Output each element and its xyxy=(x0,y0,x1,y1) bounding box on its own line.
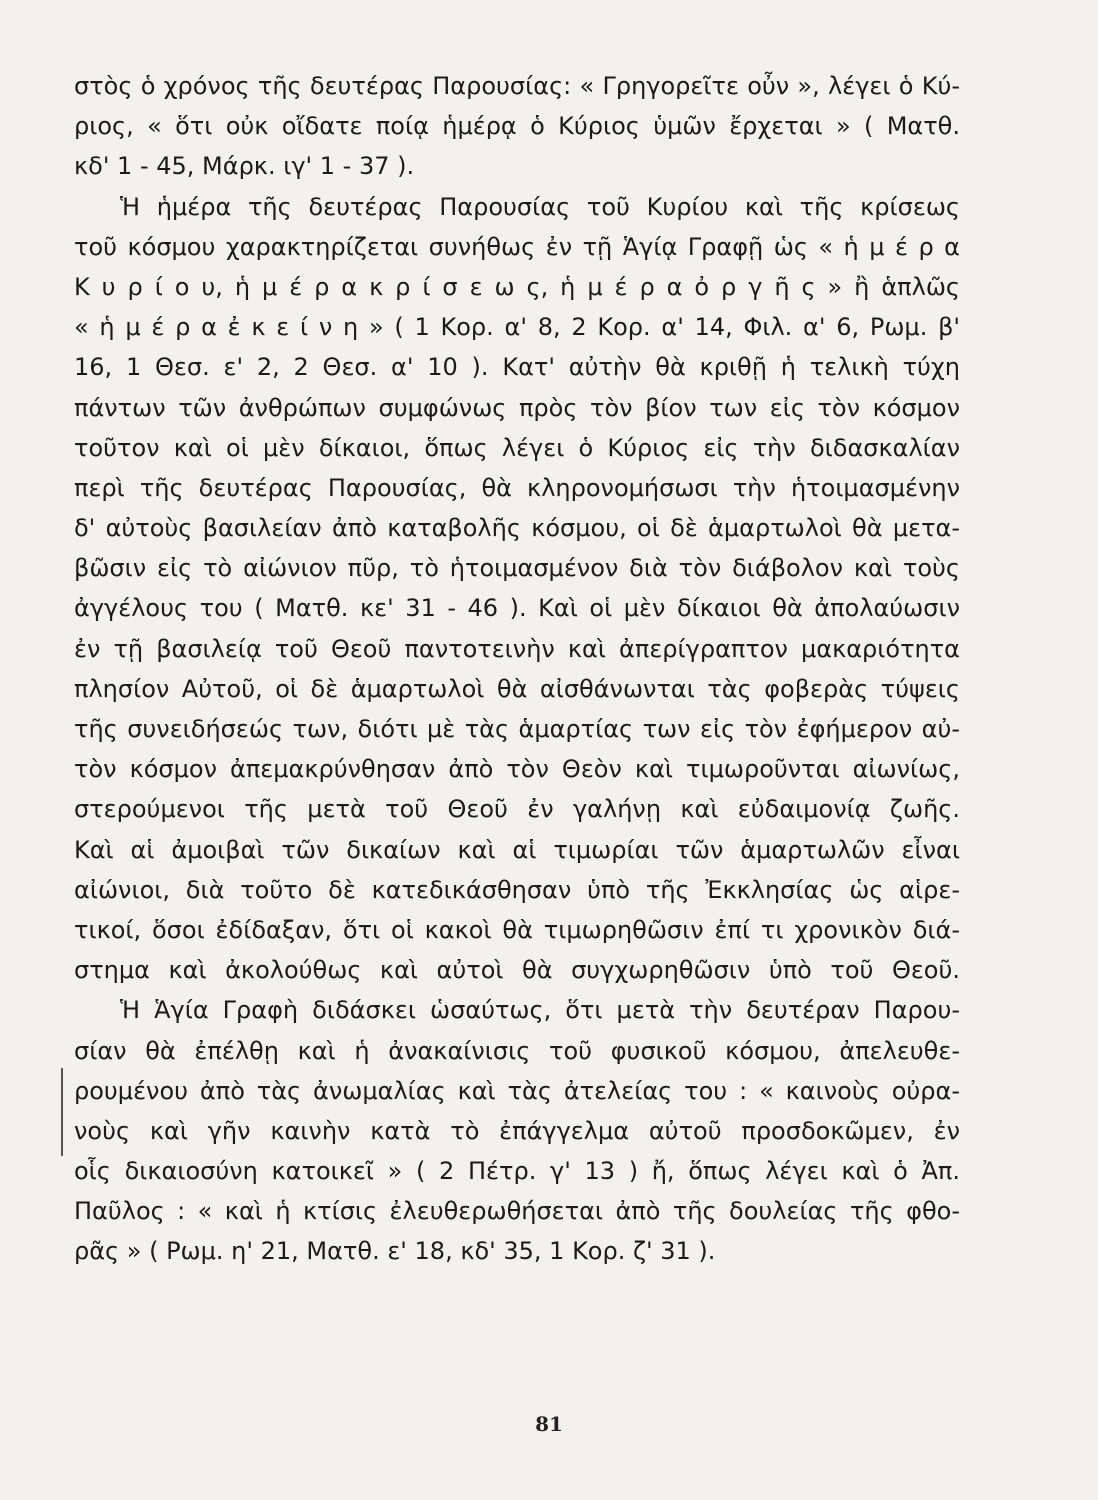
text-line: στημα καὶ ἀκολούθως καὶ αὐτοὶ θὰ συγχωρηθῶσιν ὑπὸ τοῦ Θεοῦ. xyxy=(74,956,960,985)
text-line: Καὶ αἱ ἀμοιβαὶ τῶν δικαίων καὶ αἱ τιμωρίαι τῶν ἁμαρτωλῶν εἶναι xyxy=(74,835,960,864)
text-line: τὸν κόσμον ἀπεμακρύνθησαν ἀπὸ τὸν Θεὸν καὶ τιμωροῦνται αἰωνίως, xyxy=(74,755,960,784)
text-line: Ἡ Ἁγία Γραφὴ διδάσκει ὡσαύτως, ὅτι μετὰ τὴν δευτέραν Παρου- xyxy=(120,996,960,1025)
text-line: ρᾶς » ( Ρωμ. η' 21, Ματθ. ε' 18, κδ' 35, 1 Κορ. ζ' 31 ). xyxy=(74,1237,716,1266)
body-text xyxy=(74,66,960,1272)
text-line: 16, 1 Θεσ. ε' 2, 2 Θεσ. α' 10 ). Κατ' αὐτὴν θὰ κριθῇ ἡ τελικὴ τύχη xyxy=(74,353,960,382)
text-line: περὶ τῆς δευτέρας Παρουσίας, θὰ κληρονομήσωσι τὴν ἡτοιμασμένην xyxy=(74,473,960,502)
text-line: τῆς συνειδήσεώς των, διότι μὲ τὰς ἁμαρτίας των εἰς τὸν ἐφήμερον αὐ- xyxy=(74,715,960,743)
text-line: βῶσιν εἰς τὸ αἰώνιον πῦρ, τὸ ἡτοιμασμένον διὰ τὸν διάβολον καὶ τοὺς xyxy=(74,554,960,583)
text-line: αἰώνιοι, διὰ τοῦτο δὲ κατεδικάσθησαν ὑπὸ τῆς Ἐκκλησίας ὡς αἱρε- xyxy=(74,875,960,904)
text-line: οἷς δικαιοσύνη κατοικεῖ » ( 2 Πέτρ. γ' 13 ) ἤ, ὅπως λέγει καὶ ὁ Ἀπ. xyxy=(74,1157,960,1186)
text-line: Ἡ ἡμέρα τῆς δευτέρας Παρουσίας τοῦ Κυρίου καὶ τῆς κρίσεως xyxy=(120,192,960,221)
text-line: ἐν τῇ βασιλείᾳ τοῦ Θεοῦ παντοτεινὴν καὶ ἀπερίγραπτον μακαριότητα xyxy=(74,634,960,663)
text-line: ριος, « ὅτι οὐκ οἴδατε ποίᾳ ἡμέρᾳ ὁ Κύριος ὑμῶν ἔρχεται » ( Ματθ. xyxy=(74,112,960,141)
text-line: στὸς ὁ χρόνος τῆς δευτέρας Παρουσίας: « Γρηγορεῖτε οὖν », λέγει ὁ Κύ- xyxy=(74,72,960,100)
text-line: Παῦλος : « καὶ ἡ κτίσις ἐλευθερωθήσεται ἀπὸ τῆς δουλείας τῆς φθο- xyxy=(74,1197,960,1226)
text-line: νοὺς καὶ γῆν καινὴν κατὰ τὸ ἐπάγγελμα αὐτοῦ προσδοκῶμεν, ἐν xyxy=(74,1116,960,1145)
text-line: ρουμένου ἀπὸ τὰς ἀνωμαλίας καὶ τὰς ἀτελείας του : « καινοὺς οὐρα- xyxy=(74,1076,960,1105)
text-line: Κ υ ρ ί ο υ, ἡ μ έ ρ α κ ρ ί σ ε ω ς, ἡ μ έ ρ α ὀ ρ γ ῆ ς » ἢ ἁπλῶς xyxy=(74,272,960,301)
text-line: πλησίον Αὐτοῦ, οἱ δὲ ἁμαρτωλοὶ θὰ αἰσθάνωνται τὰς φοβερὰς τύψεις xyxy=(74,674,960,703)
margin-mark xyxy=(61,1068,63,1156)
page-number: 81 xyxy=(535,1412,563,1436)
text-line: τικοί, ὅσοι ἐδίδαξαν, ὅτι οἱ κακοὶ θὰ τιμωρηθῶσιν ἐπί τι χρονικὸν διά- xyxy=(74,915,960,944)
text-line: σίαν θὰ ἐπέλθῃ καὶ ἡ ἀνακαίνισις τοῦ φυσικοῦ κόσμου, ἀπελευθε- xyxy=(74,1036,960,1065)
text-line: τοῦ κόσμου χαρακτηρίζεται συνήθως ἐν τῇ Ἁγίᾳ Γραφῇ ὡς « ἡ μ έ ρ α xyxy=(74,232,960,261)
text-line: « ἡ μ έ ρ α ἐ κ ε ί ν η » ( 1 Κορ. α' 8, 2 Κορ. α' 14, Φιλ. α' 6, Ρωμ. β' xyxy=(74,313,960,342)
text-line: δ' αὐτοὺς βασιλείαν ἀπὸ καταβολῆς κόσμου, οἱ δὲ ἁμαρτωλοὶ θὰ μετα- xyxy=(74,514,960,543)
text-line: ἀγγέλους του ( Ματθ. κε' 31 - 46 ). Καὶ οἱ μὲν δίκαιοι θὰ ἀπολαύωσιν xyxy=(74,594,960,623)
text-line: τοῦτον καὶ οἱ μὲν δίκαιοι, ὅπως λέγει ὁ Κύριος εἰς τὴν διδασκαλίαν xyxy=(74,433,960,462)
text-line: στερούμενοι τῆς μετὰ τοῦ Θεοῦ ἐν γαλήνῃ καὶ εὐδαιμονίᾳ ζωῆς. xyxy=(74,795,960,824)
text-line: πάντων τῶν ἀνθρώπων συμφώνως πρὸς τὸν βίον των εἰς τὸν κόσμον xyxy=(74,393,960,422)
text-line: κδ' 1 - 45, Μάρκ. ιγ' 1 - 37 ). xyxy=(74,152,415,181)
